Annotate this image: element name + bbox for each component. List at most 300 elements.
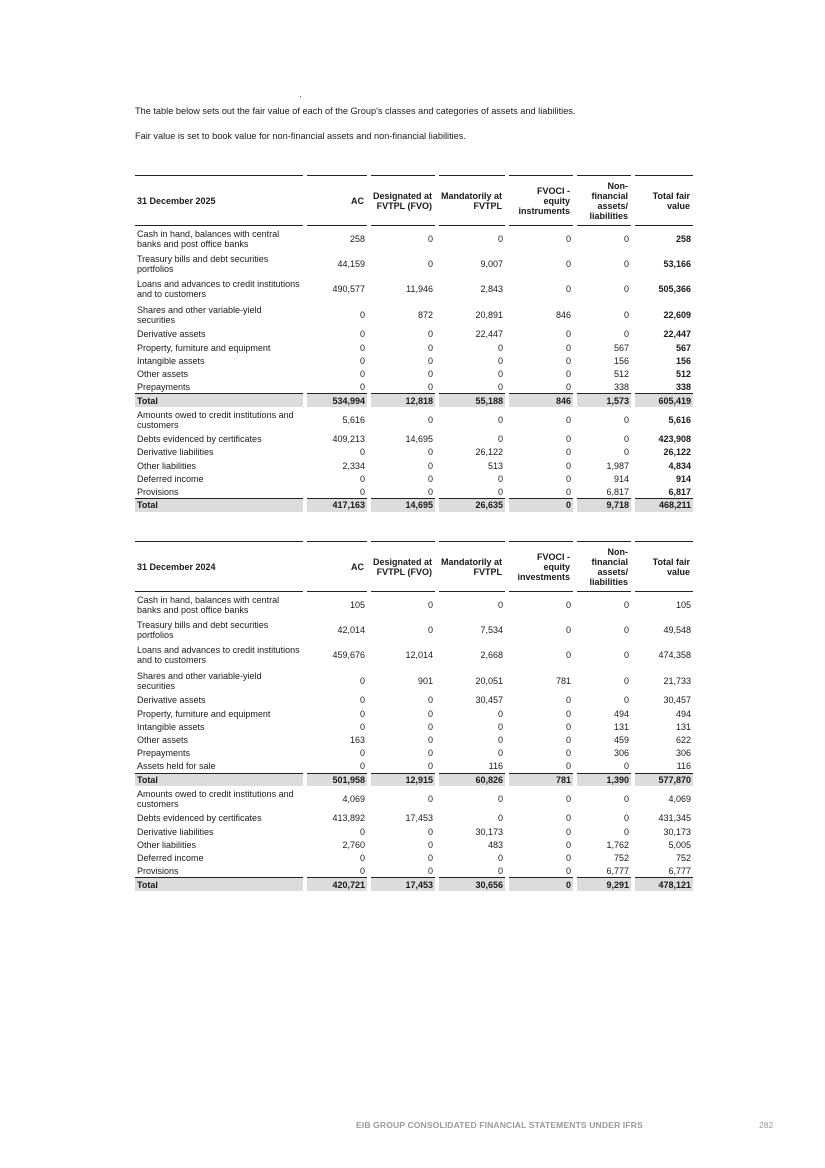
table-row	[135, 226, 693, 252]
value-cell: 0	[507, 617, 575, 643]
value-cell: 0	[507, 407, 575, 433]
value-cell: 0	[575, 446, 633, 459]
value-cell: 567	[633, 341, 693, 354]
value-cell: 0	[305, 668, 369, 694]
table-row	[135, 786, 693, 812]
row-label: Treasury bills and debt securities portfolios	[137, 253, 269, 274]
table-row	[135, 277, 693, 303]
value-cell: 846	[507, 394, 575, 407]
value-cell: 0	[507, 878, 575, 891]
footer-title: EIB GROUP CONSOLIDATED FINANCIAL STATEMENTS UNDER IFRS	[356, 1120, 643, 1130]
value-cell: 0	[507, 341, 575, 354]
value-cell: 156	[633, 354, 693, 367]
column-header: FVOCI - equity investments	[507, 542, 575, 592]
value-cell: 0	[437, 786, 507, 812]
value-cell: 12,915	[369, 773, 437, 786]
value-cell: 0	[507, 354, 575, 367]
value-cell: 0	[575, 760, 633, 773]
value-cell: 0	[369, 485, 437, 498]
value-cell: 0	[369, 694, 437, 707]
value-cell: 423,908	[633, 433, 693, 446]
value-cell: 0	[507, 825, 575, 838]
value-cell: 0	[575, 592, 633, 618]
value-cell: 0	[369, 459, 437, 472]
value-cell: 0	[305, 865, 369, 878]
value-cell: 0	[305, 381, 369, 394]
value-cell: 0	[437, 472, 507, 485]
value-cell: 306	[575, 747, 633, 760]
value-cell: 0	[507, 251, 575, 277]
value-cell: 0	[507, 328, 575, 341]
value-cell: 0	[575, 277, 633, 303]
row-label: Deferred income	[137, 473, 204, 484]
value-cell: 0	[369, 733, 437, 746]
value-cell: 0	[575, 251, 633, 277]
value-cell: 0	[305, 446, 369, 459]
value-cell: 0	[507, 472, 575, 485]
value-cell: 2,668	[437, 643, 507, 669]
value-cell: 105	[305, 592, 369, 618]
value-cell: 0	[575, 694, 633, 707]
table-row	[135, 865, 693, 878]
table-row	[135, 592, 693, 618]
value-cell: 0	[575, 407, 633, 433]
value-cell: 6,817	[575, 485, 633, 498]
value-cell: 0	[369, 707, 437, 720]
row-label: Intangible assets	[137, 721, 205, 732]
value-cell: 116	[437, 760, 507, 773]
value-cell: 6,777	[575, 865, 633, 878]
value-cell: 0	[305, 720, 369, 733]
value-cell: 0	[369, 328, 437, 341]
value-cell: 0	[437, 485, 507, 498]
value-cell: 0	[507, 226, 575, 252]
table-row	[135, 747, 693, 760]
value-cell: 0	[507, 733, 575, 746]
value-cell: 0	[305, 694, 369, 707]
value-cell: 0	[507, 446, 575, 459]
value-cell: 0	[507, 643, 575, 669]
value-cell: 0	[507, 812, 575, 825]
value-cell: 22,447	[633, 328, 693, 341]
value-cell: 49,548	[633, 617, 693, 643]
value-cell: 11,946	[369, 277, 437, 303]
value-cell: 512	[575, 367, 633, 380]
value-cell: 7,534	[437, 617, 507, 643]
table-row	[135, 643, 693, 669]
value-cell: 0	[575, 328, 633, 341]
value-cell: 512	[633, 367, 693, 380]
row-label: Total	[135, 878, 305, 891]
value-cell: 17,453	[369, 878, 437, 891]
value-cell: 0	[575, 433, 633, 446]
row-label: Other assets	[137, 369, 189, 380]
value-cell: 0	[507, 459, 575, 472]
value-cell: 12,014	[369, 643, 437, 669]
value-cell: 0	[507, 760, 575, 773]
column-header: Total fair value	[633, 542, 693, 592]
value-cell: 0	[437, 592, 507, 618]
value-cell: 0	[305, 367, 369, 380]
value-cell: 494	[575, 707, 633, 720]
total-row	[135, 394, 693, 407]
value-cell: 0	[575, 825, 633, 838]
value-cell: 513	[437, 459, 507, 472]
value-cell: 0	[437, 367, 507, 380]
table-row	[135, 328, 693, 341]
value-cell: 914	[633, 472, 693, 485]
fair-value-table-2025	[135, 175, 693, 512]
value-cell: 0	[369, 341, 437, 354]
row-label: Derivative assets	[137, 329, 206, 340]
table-row	[135, 381, 693, 394]
table-date-header: 31 December 2024	[135, 542, 305, 592]
value-cell: 6,777	[633, 865, 693, 878]
value-cell: 0	[369, 251, 437, 277]
value-cell: 22,609	[633, 302, 693, 328]
value-cell: 0	[507, 694, 575, 707]
value-cell: 505,366	[633, 277, 693, 303]
row-label: Amounts owed to credit institutions and customers	[137, 409, 294, 430]
value-cell: 0	[369, 617, 437, 643]
row-label: Prepayments	[137, 748, 191, 759]
row-label: Other liabilities	[137, 460, 197, 471]
value-cell: 0	[369, 720, 437, 733]
table-date-header: 31 December 2025	[135, 176, 305, 226]
table-row	[135, 838, 693, 851]
row-label: Derivative liabilities	[137, 826, 214, 837]
value-cell: 338	[575, 381, 633, 394]
row-label: Derivative assets	[137, 695, 206, 706]
value-cell: 0	[507, 707, 575, 720]
row-label: Total	[135, 773, 305, 786]
total-row	[135, 499, 693, 512]
value-cell: 12,818	[369, 394, 437, 407]
value-cell: 4,069	[633, 786, 693, 812]
value-cell: 0	[305, 341, 369, 354]
value-cell: 5,005	[633, 838, 693, 851]
value-cell: 417,163	[305, 499, 369, 512]
value-cell: 0	[507, 381, 575, 394]
value-cell: 0	[369, 851, 437, 864]
row-label: Deferred income	[137, 852, 204, 863]
total-row	[135, 773, 693, 786]
value-cell: 0	[305, 485, 369, 498]
value-cell: 0	[369, 472, 437, 485]
row-label: Assets held for sale	[137, 761, 216, 772]
fair-value-table-2024	[135, 541, 693, 891]
row-label: Total	[135, 394, 305, 407]
row-label: Debts evidenced by certificates	[137, 434, 262, 445]
column-header: Designated at FVTPL (FVO)	[369, 176, 437, 226]
value-cell: 131	[575, 720, 633, 733]
table-row	[135, 694, 693, 707]
value-cell: 0	[369, 226, 437, 252]
value-cell: 2,334	[305, 459, 369, 472]
value-cell: 1,573	[575, 394, 633, 407]
column-header: Designated at FVTPL (FVO)	[369, 542, 437, 592]
table-row	[135, 354, 693, 367]
intro-line-1: The table below sets out the fair value of each of the Group's classes and categories of assets and liabilities.	[135, 106, 576, 116]
value-cell: 0	[369, 367, 437, 380]
value-cell: 478,121	[633, 878, 693, 891]
value-cell: 0	[305, 328, 369, 341]
table-header-row	[135, 542, 693, 592]
value-cell: 306	[633, 747, 693, 760]
value-cell: 338	[633, 381, 693, 394]
row-label: Loans and advances to credit institutions and to customers	[137, 279, 300, 300]
value-cell: 0	[507, 485, 575, 498]
value-cell: 2,843	[437, 277, 507, 303]
value-cell: 60,826	[437, 773, 507, 786]
value-cell: 0	[305, 707, 369, 720]
value-cell: 9,291	[575, 878, 633, 891]
table-row	[135, 472, 693, 485]
table-row	[135, 668, 693, 694]
value-cell: 20,891	[437, 302, 507, 328]
value-cell: 9,718	[575, 499, 633, 512]
value-cell: 872	[369, 302, 437, 328]
table-row	[135, 812, 693, 825]
value-cell: 483	[437, 838, 507, 851]
value-cell: 30,457	[633, 694, 693, 707]
value-cell: 30,457	[437, 694, 507, 707]
value-cell: 0	[507, 433, 575, 446]
value-cell: 258	[305, 226, 369, 252]
table-header-row	[135, 176, 693, 226]
value-cell: 0	[437, 354, 507, 367]
value-cell: 0	[507, 865, 575, 878]
value-cell: 752	[575, 851, 633, 864]
value-cell: 0	[437, 433, 507, 446]
value-cell: 420,721	[305, 878, 369, 891]
value-cell: 17,453	[369, 812, 437, 825]
column-header: FVOCI - equity instruments	[507, 176, 575, 226]
row-label: Cash in hand, balances with central banks and post office banks	[135, 226, 305, 252]
column-header: Non-financial assets/ liabilities	[575, 542, 633, 592]
value-cell: 0	[437, 812, 507, 825]
row-label: Provisions	[137, 865, 179, 876]
table-row	[135, 341, 693, 354]
table-row	[135, 733, 693, 746]
value-cell: 752	[633, 851, 693, 864]
value-cell: 26,635	[437, 499, 507, 512]
table-row	[135, 617, 693, 643]
value-cell: 459,676	[305, 643, 369, 669]
value-cell: 1,987	[575, 459, 633, 472]
value-cell: 4,834	[633, 459, 693, 472]
value-cell: 0	[437, 865, 507, 878]
value-cell: 30,173	[437, 825, 507, 838]
table-row	[135, 720, 693, 733]
value-cell: 30,656	[437, 878, 507, 891]
row-label: Provisions	[137, 486, 179, 497]
column-header: Non-financial assets/ liabilities	[575, 176, 633, 226]
value-cell: 0	[507, 592, 575, 618]
value-cell: 1,762	[575, 838, 633, 851]
value-cell: 26,122	[633, 446, 693, 459]
value-cell: 0	[305, 851, 369, 864]
column-header: Mandatorily at FVTPL	[437, 542, 507, 592]
value-cell: 4,069	[305, 786, 369, 812]
value-cell: 0	[437, 720, 507, 733]
row-label: Other liabilities	[137, 839, 197, 850]
value-cell: 44,159	[305, 251, 369, 277]
value-cell: 55,188	[437, 394, 507, 407]
value-cell: 431,345	[633, 812, 693, 825]
value-cell: 0	[507, 851, 575, 864]
value-cell: 0	[575, 812, 633, 825]
value-cell: 0	[369, 786, 437, 812]
value-cell: 0	[437, 407, 507, 433]
value-cell: 0	[575, 643, 633, 669]
value-cell: 0	[369, 838, 437, 851]
value-cell: 0	[437, 733, 507, 746]
value-cell: 459	[575, 733, 633, 746]
table-row	[135, 302, 693, 328]
value-cell: 0	[305, 747, 369, 760]
value-cell: 2,760	[305, 838, 369, 851]
table-row	[135, 367, 693, 380]
row-label: Cash in hand, balances with central banks and post office banks	[135, 592, 305, 618]
row-label: Debts evidenced by certificates	[137, 813, 262, 824]
value-cell: 0	[575, 226, 633, 252]
value-cell: 0	[507, 838, 575, 851]
row-label: Shares and other variable-yield securities	[137, 305, 262, 326]
value-cell: 490,577	[305, 277, 369, 303]
value-cell: 0	[437, 381, 507, 394]
table-row	[135, 485, 693, 498]
value-cell: 6,817	[633, 485, 693, 498]
row-label: Property, furniture and equipment	[137, 342, 271, 353]
value-cell: 14,695	[369, 433, 437, 446]
row-label: Derivative liabilities	[137, 447, 214, 458]
value-cell: 409,213	[305, 433, 369, 446]
value-cell: 0	[369, 407, 437, 433]
value-cell: 0	[507, 277, 575, 303]
value-cell: 0	[575, 617, 633, 643]
table-row	[135, 446, 693, 459]
value-cell: 494	[633, 707, 693, 720]
table-row	[135, 825, 693, 838]
value-cell: 0	[575, 786, 633, 812]
row-label: Loans and advances to credit institutions and to customers	[137, 645, 300, 666]
column-header: Mandatorily at FVTPL	[437, 176, 507, 226]
value-cell: 0	[507, 720, 575, 733]
value-cell: 781	[507, 668, 575, 694]
value-cell: 163	[305, 733, 369, 746]
value-cell: 0	[507, 499, 575, 512]
value-cell: 0	[437, 851, 507, 864]
value-cell: 0	[507, 367, 575, 380]
row-label: Intangible assets	[137, 355, 205, 366]
value-cell: 26,122	[437, 446, 507, 459]
value-cell: 0	[575, 668, 633, 694]
value-cell: 534,994	[305, 394, 369, 407]
row-label: Amounts owed to credit institutions and customers	[137, 788, 294, 809]
table-row	[135, 407, 693, 433]
value-cell: 468,211	[633, 499, 693, 512]
total-row	[135, 878, 693, 891]
stray-dot	[300, 96, 301, 97]
value-cell: 0	[369, 381, 437, 394]
value-cell: 914	[575, 472, 633, 485]
value-cell: 413,892	[305, 812, 369, 825]
value-cell: 131	[633, 720, 693, 733]
value-cell: 20,051	[437, 668, 507, 694]
row-label: Property, furniture and equipment	[137, 708, 271, 719]
value-cell: 9,007	[437, 251, 507, 277]
value-cell: 42,014	[305, 617, 369, 643]
value-cell: 0	[437, 226, 507, 252]
value-cell: 0	[369, 592, 437, 618]
table-row	[135, 851, 693, 864]
value-cell: 0	[437, 747, 507, 760]
row-label: Shares and other variable-yield securities	[137, 671, 262, 692]
column-header: AC	[305, 542, 369, 592]
row-label: Treasury bills and debt securities portfolios	[137, 619, 269, 640]
value-cell: 0	[369, 825, 437, 838]
value-cell: 0	[507, 747, 575, 760]
value-cell: 577,870	[633, 773, 693, 786]
value-cell: 0	[305, 302, 369, 328]
value-cell: 781	[507, 773, 575, 786]
value-cell: 622	[633, 733, 693, 746]
value-cell: 567	[575, 341, 633, 354]
intro-line-2: Fair value is set to book value for non-financial assets and non-financial liabilities.	[135, 131, 466, 141]
value-cell: 5,616	[633, 407, 693, 433]
value-cell: 0	[575, 302, 633, 328]
table-row	[135, 459, 693, 472]
value-cell: 21,733	[633, 668, 693, 694]
row-label: Other assets	[137, 735, 189, 746]
value-cell: 105	[633, 592, 693, 618]
table-row	[135, 707, 693, 720]
value-cell: 0	[369, 760, 437, 773]
value-cell: 474,358	[633, 643, 693, 669]
value-cell: 605,419	[633, 394, 693, 407]
value-cell: 846	[507, 302, 575, 328]
value-cell: 0	[437, 707, 507, 720]
value-cell: 901	[369, 668, 437, 694]
table-row	[135, 433, 693, 446]
page-number: 282	[759, 1120, 774, 1130]
value-cell: 30,173	[633, 825, 693, 838]
value-cell: 1,390	[575, 773, 633, 786]
table-row	[135, 251, 693, 277]
value-cell: 156	[575, 354, 633, 367]
value-cell: 0	[369, 354, 437, 367]
value-cell: 0	[507, 786, 575, 812]
value-cell: 0	[305, 825, 369, 838]
table-row	[135, 760, 693, 773]
value-cell: 0	[305, 760, 369, 773]
value-cell: 0	[437, 341, 507, 354]
value-cell: 0	[305, 472, 369, 485]
value-cell: 0	[305, 354, 369, 367]
value-cell: 53,166	[633, 251, 693, 277]
value-cell: 0	[369, 865, 437, 878]
value-cell: 22,447	[437, 328, 507, 341]
row-label: Total	[135, 499, 305, 512]
value-cell: 116	[633, 760, 693, 773]
column-header: AC	[305, 176, 369, 226]
value-cell: 5,616	[305, 407, 369, 433]
value-cell: 0	[369, 446, 437, 459]
row-label: Prepayments	[137, 381, 191, 392]
value-cell: 258	[633, 226, 693, 252]
value-cell: 0	[369, 747, 437, 760]
